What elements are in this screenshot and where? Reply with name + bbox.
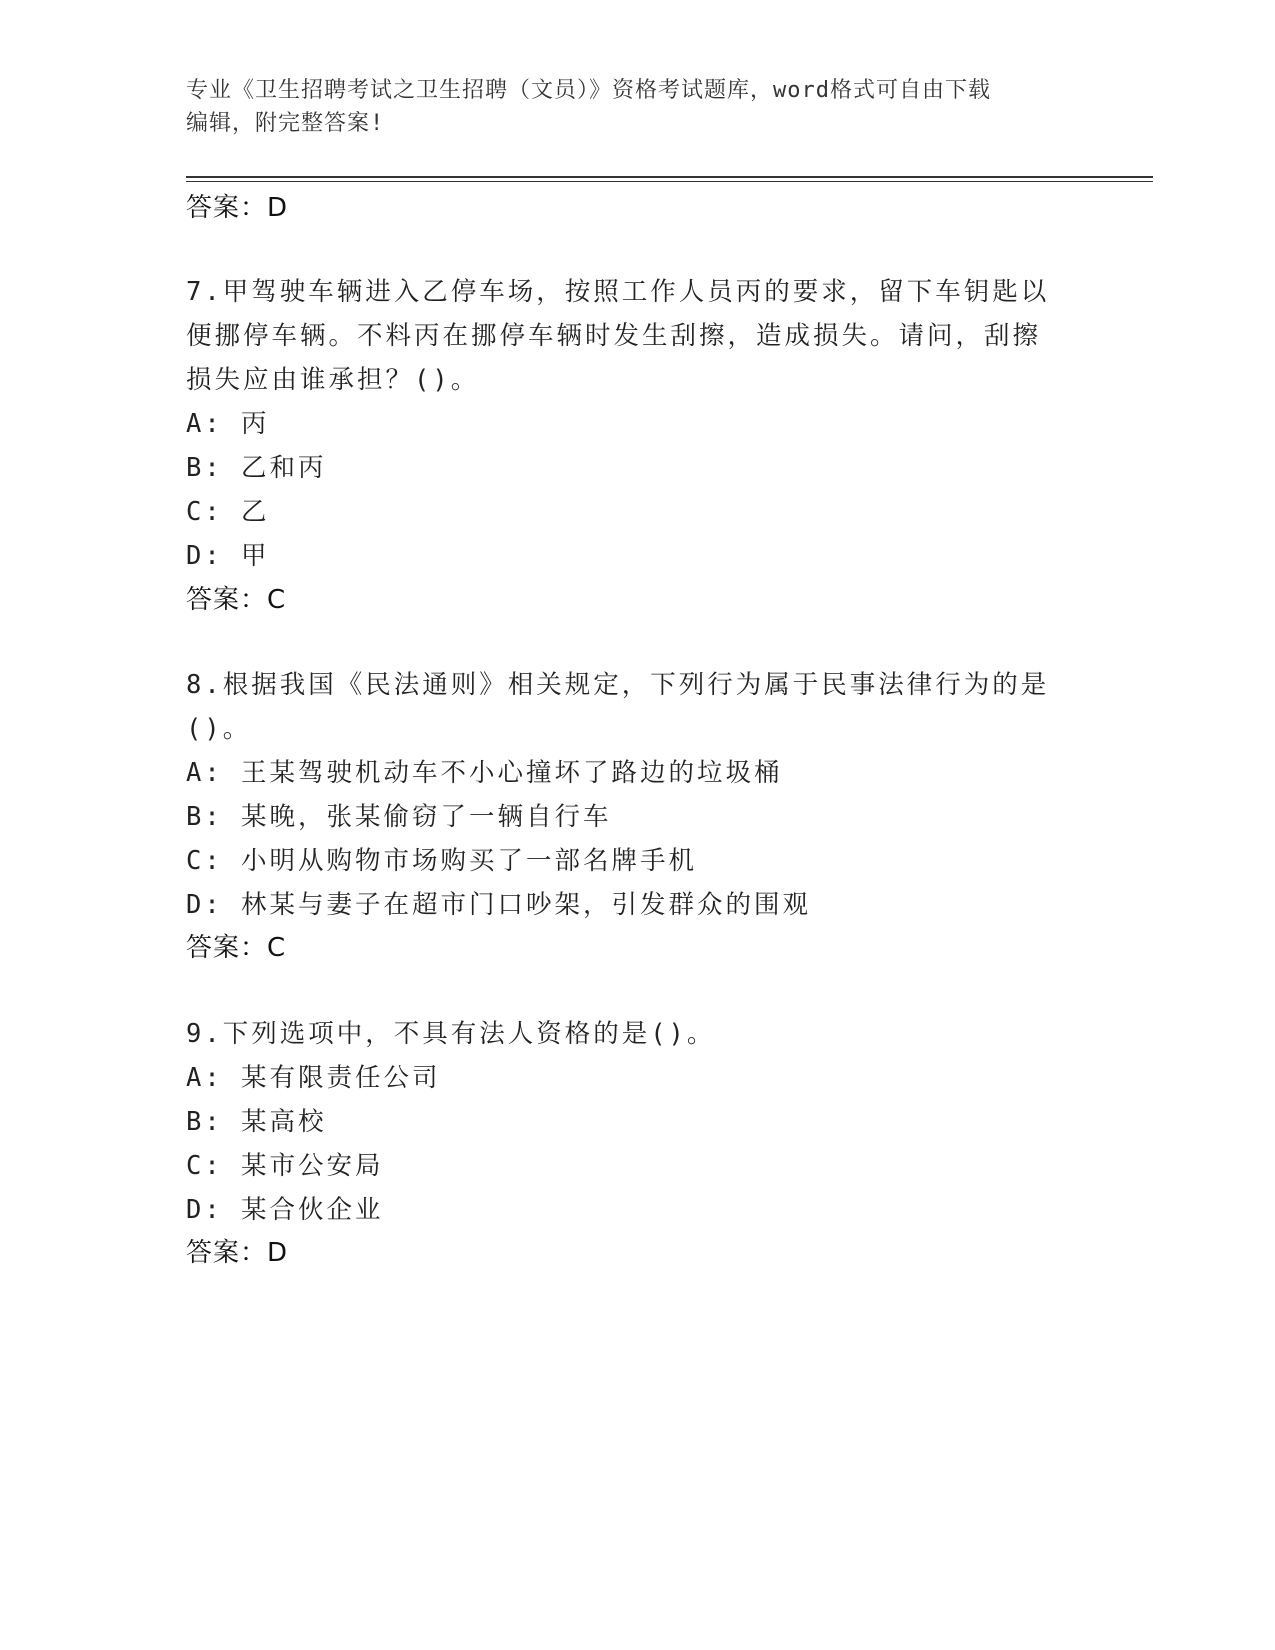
answer-value: D: [267, 1238, 289, 1268]
q9-option-c: C: 某市公安局: [186, 1151, 384, 1181]
document-header: [186, 74, 1066, 140]
answer-value: C: [267, 585, 287, 615]
q7-option-c: C: 乙: [186, 497, 270, 527]
answer-line-prev: [186, 187, 288, 224]
answer-label: 答案：: [186, 585, 268, 615]
answer-label: 答案：: [186, 1238, 268, 1268]
q7-stem-line-2: 便挪停车辆。不料丙在挪停车辆时发生刮擦，造成损失。请问，刮擦: [186, 321, 1042, 351]
q7-option-b: B: 乙和丙: [186, 453, 327, 483]
q9-option-d: D: 某合伙企业: [186, 1195, 384, 1225]
answer-value: D: [267, 193, 289, 223]
q9-option-b: B: 某高校: [186, 1107, 327, 1137]
q9-answer-line: [186, 1232, 288, 1269]
q8-stem-line-2: ()。: [186, 714, 252, 744]
q7-stem-line-3: 损失应由谁承担？()。: [186, 365, 480, 395]
answer-value: C: [267, 933, 287, 963]
header-line-2: 编辑，附完整答案!: [186, 111, 385, 136]
q8-option-b: B: 某晚，张某偷窃了一辆自行车: [186, 802, 612, 832]
q9-stem-line-1: 9.下列选项中，不具有法人资格的是()。: [186, 1019, 716, 1049]
q9-option-a: A: 某有限责任公司: [186, 1063, 441, 1093]
q7-option-a: A: 丙: [186, 409, 270, 439]
q8-option-d: D: 林某与妻子在超市门口吵架，引发群众的围观: [186, 890, 812, 920]
q8-option-a: A: 王某驾驶机动车不小心撞坏了路边的垃圾桶: [186, 758, 783, 788]
q8-option-c: C: 小明从购物市场购买了一部名牌手机: [186, 846, 698, 876]
header-line-1: 专业《卫生招聘考试之卫生招聘（文员）》资格考试题库，word格式可自由下载: [186, 78, 991, 103]
answer-label: 答案：: [186, 193, 268, 223]
header-divider-thin: [186, 181, 1153, 182]
q7-answer-line: [186, 579, 286, 616]
q7-option-d: D: 甲: [186, 541, 270, 571]
answer-label: 答案：: [186, 933, 268, 963]
q7-stem-line-1: 7.甲驾驶车辆进入乙停车场，按照工作人员丙的要求，留下车钥匙以: [186, 277, 1050, 307]
header-divider-thick: [186, 176, 1153, 178]
q8-answer-line: [186, 927, 286, 964]
q8-stem-line-1: 8.根据我国《民法通则》相关规定，下列行为属于民事法律行为的是: [186, 670, 1050, 700]
